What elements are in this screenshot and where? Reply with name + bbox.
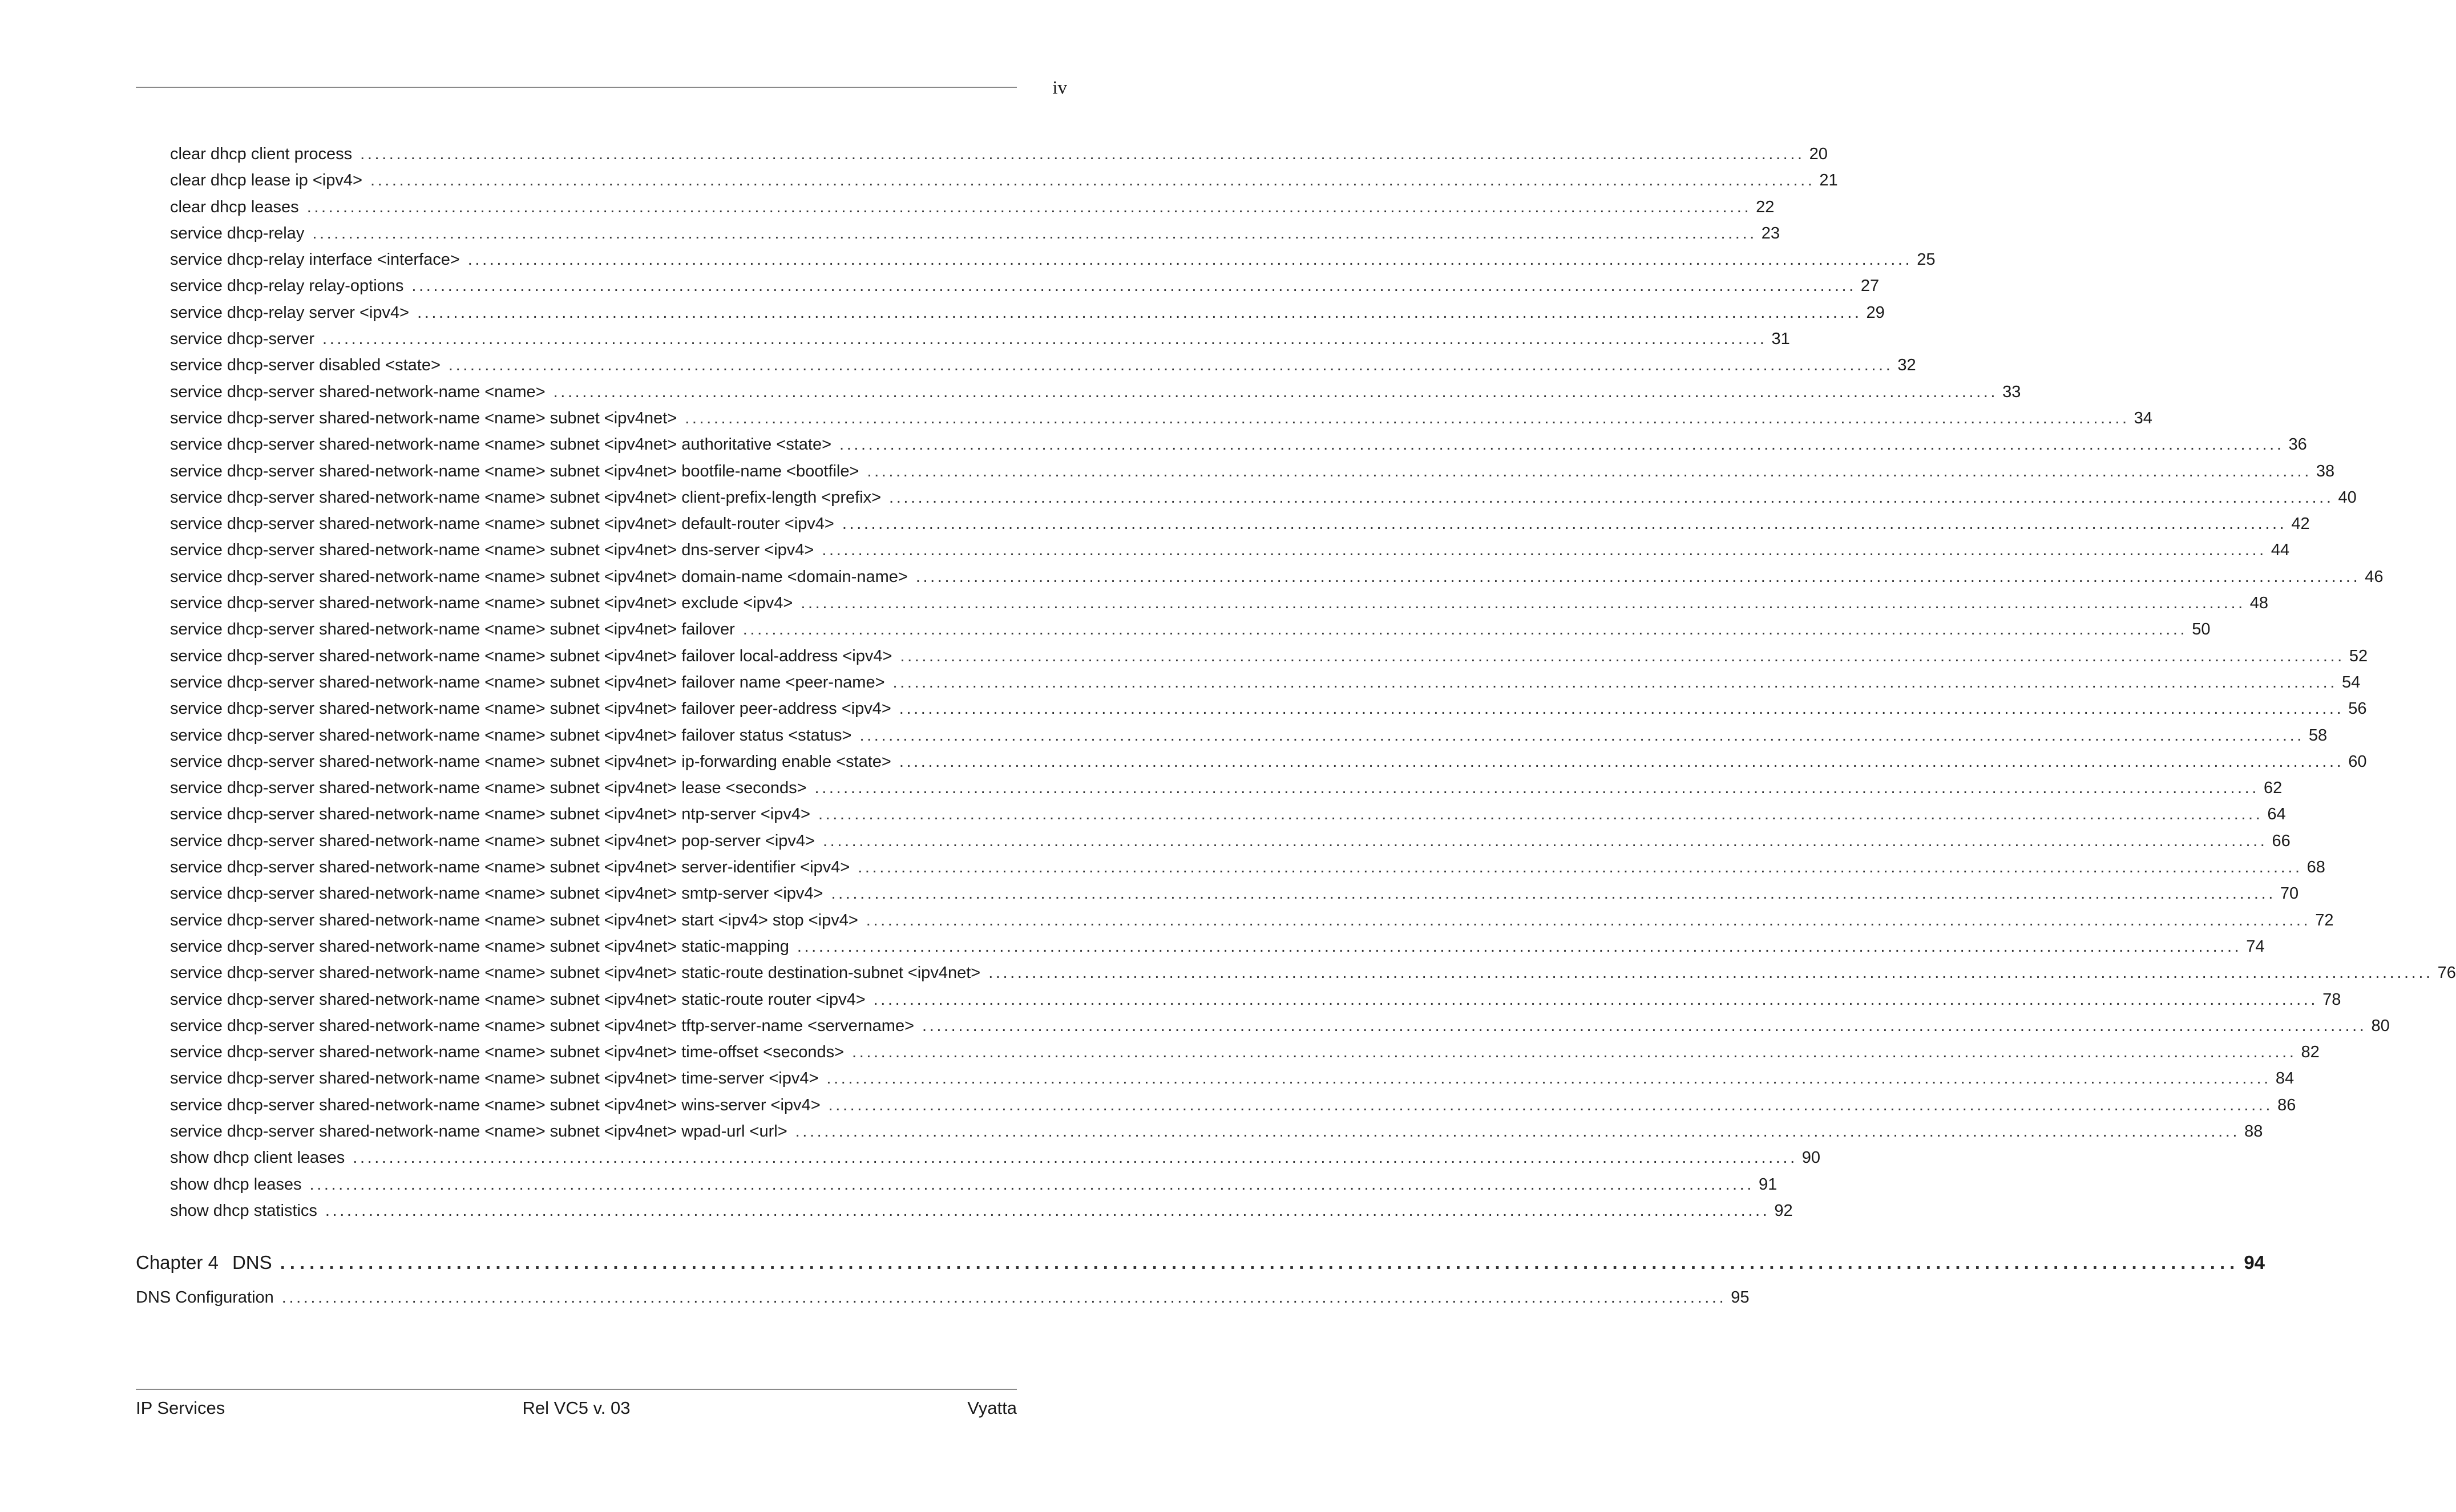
dot-leader: ........................................................................................................................................................................................................ (852, 1043, 2297, 1062)
toc-entry-label: show dhcp statistics (170, 1201, 317, 1220)
section-entry[interactable] (136, 1288, 1750, 1315)
toc-entry-label: show dhcp client leases (170, 1149, 345, 1167)
toc-entry-page: 70 (2280, 884, 2299, 903)
toc-entry[interactable] (136, 1201, 1793, 1228)
toc-entry-page: 92 (1774, 1201, 1793, 1220)
chapter-title: DNS (232, 1252, 272, 1273)
dot-leader: ........................................................................................................................................................................................................ (842, 515, 2287, 533)
toc-entry-label: service dhcp-server shared-network-name <name> subnet <ipv4net> exclude <ipv4> (170, 594, 793, 613)
toc-entry-page: 68 (2306, 858, 2325, 877)
toc-entry-page: 91 (1758, 1175, 1778, 1194)
toc-entry-page: 44 (2271, 541, 2290, 560)
toc-entry-label: service dhcp-server shared-network-name <name> subnet <ipv4net> domain-name <domain-name> (170, 567, 908, 586)
toc-entry-label: service dhcp-server shared-network-name <name> subnet <ipv4net> lease <seconds> (170, 779, 807, 798)
toc-entry-label: service dhcp-server shared-network-name <name> subnet <ipv4net> dns-server <ipv4> (170, 541, 814, 560)
toc-entry[interactable] (136, 620, 2211, 646)
dot-leader: ........................................................................................................................................................................................................ (801, 594, 2245, 613)
dot-leader: ........................................................................................................................................................................................................ (859, 726, 2304, 745)
dot-leader: ........................................................................................................................................................................................................ (867, 462, 2312, 480)
dot-leader: ........................................................................................................................................................................................................ (281, 1288, 1727, 1307)
dot-leader: ........................................................................................................................................................................................................ (417, 303, 1862, 322)
dot-leader: ........................................................................................................................................................................................................ (922, 1016, 2367, 1035)
toc-entry-label: service dhcp-server shared-network-name <name> subnet <ipv4net> time-offset <seconds> (170, 1043, 845, 1062)
toc-entry-label: service dhcp-server shared-network-name <name> subnet <ipv4net> failover status <status> (170, 726, 852, 745)
toc-entry-page: 21 (1819, 171, 1838, 190)
toc-entry-label: service dhcp-server shared-network-name <name> subnet <ipv4net> server-identifier <ipv4> (170, 858, 850, 877)
toc-entry-label: service dhcp-server shared-network-name <name> subnet <ipv4net> bootfile-name <bootfile> (170, 462, 859, 480)
toc-entry-label: service dhcp-server shared-network-name <name> subnet <ipv4net> (170, 409, 677, 427)
toc-entry-page: 40 (2338, 488, 2357, 507)
toc-entry-label: service dhcp-server shared-network-name <name> subnet <ipv4net> wpad-url <url> (170, 1122, 787, 1141)
toc-entry[interactable] (136, 145, 1828, 171)
toc-entry[interactable] (136, 1095, 2296, 1122)
section-label: DNS Configuration (136, 1288, 274, 1307)
toc-entry[interactable] (136, 884, 2299, 911)
toc-entry-page: 84 (2275, 1069, 2295, 1088)
dot-leader: ........................................................................................................................................................................................................ (915, 567, 2361, 586)
toc-entry-page: 52 (2349, 646, 2368, 665)
toc-entry[interactable] (136, 1149, 1820, 1175)
toc-entry-label: service dhcp-server shared-network-name <name> subnet <ipv4net> default-router <ipv4> (170, 515, 834, 533)
toc-entry-page: 32 (1897, 356, 1916, 375)
toc-entry-page: 33 (2002, 382, 2021, 401)
dot-leader: ........................................................................................................................................................................................................ (818, 805, 2263, 824)
toc-entry-label: service dhcp-relay (170, 224, 305, 242)
toc-entry[interactable] (136, 964, 2456, 990)
page-footer (136, 1398, 1017, 1418)
dot-leader: ........................................................................................................................................................................................................ (814, 779, 2259, 798)
toc-entry-label: service dhcp-server shared-network-name <name> subnet <ipv4net> wins-server <ipv4> (170, 1095, 821, 1114)
toc-entry[interactable] (136, 726, 2328, 753)
toc-entry[interactable] (136, 224, 1780, 250)
toc-entry[interactable] (136, 330, 1790, 356)
chapter-prefix: Chapter 4 (136, 1252, 219, 1273)
dot-leader: ........................................................................................................................................................................................................ (370, 171, 1815, 190)
dot-leader: ........................................................................................................................................................................................................ (988, 964, 2433, 983)
toc-list (136, 145, 2456, 1228)
dot-leader: ........................................................................................................................................................................................................ (360, 145, 1805, 163)
toc-entry[interactable] (136, 911, 2334, 937)
footer-left: IP Services (136, 1398, 225, 1418)
toc-entry-label: service dhcp-relay relay-options (170, 277, 404, 296)
dot-leader: ........................................................................................................................................................................................................ (322, 330, 1767, 349)
toc-entry-label: service dhcp-server shared-network-name <name> subnet <ipv4net> failover (170, 620, 735, 639)
toc-entry-page: 66 (2272, 831, 2291, 850)
dot-leader: ........................................................................................................................................................................................................ (889, 488, 2334, 507)
toc-entry[interactable] (136, 779, 2283, 805)
toc-entry-page: 38 (2316, 462, 2335, 480)
toc-entry-label: clear dhcp client process (170, 145, 353, 163)
toc-entry-page: 74 (2246, 937, 2265, 956)
dot-leader: ........................................................................................................................................................................................................ (309, 1175, 1754, 1194)
toc-entry-label: service dhcp-server shared-network-name <name> subnet <ipv4net> smtp-server <ipv4> (170, 884, 823, 903)
dot-leader: ........................................................................................................................................................................................................ (795, 1122, 2240, 1141)
toc-entry[interactable] (136, 171, 1838, 197)
toc-entry-label: service dhcp-server shared-network-name <name> subnet <ipv4net> failover name <peer-name> (170, 673, 885, 692)
toc-entry-page: 29 (1866, 303, 1885, 322)
toc-entry-page: 86 (2277, 1095, 2296, 1114)
toc-entry-page: 78 (2322, 990, 2341, 1009)
dot-leader: ........................................................................................................................................................................................................ (325, 1201, 1770, 1220)
dot-leader: ........................................................................................................................................................................................................ (448, 356, 1893, 375)
toc-entry[interactable] (136, 250, 1936, 277)
toc-entry[interactable] (136, 382, 2021, 409)
toc-entry-label: service dhcp-server shared-network-name <name> subnet <ipv4net> tftp-server-name <servername> (170, 1016, 915, 1035)
dot-leader: ........................................................................................................................................................................................................ (312, 224, 1757, 242)
toc-entry-label: service dhcp-server shared-network-name <name> subnet <ipv4net> static-route destination-subnet <ipv4net> (170, 964, 981, 983)
toc-entry-page: 42 (2291, 515, 2310, 533)
toc-entry-page: 27 (1860, 277, 1880, 296)
toc-entry-label: service dhcp-relay interface <interface> (170, 250, 460, 269)
toc-entry[interactable] (136, 409, 2152, 435)
toc-entry-label: service dhcp-server shared-network-name <name> subnet <ipv4net> ip-forwarding enable <state> (170, 752, 891, 771)
toc-entry-label: service dhcp-server shared-network-name <name> subnet <ipv4net> pop-server <ipv4> (170, 831, 815, 850)
toc-entry-page: 20 (1809, 145, 1828, 163)
chapter-block (136, 1252, 2265, 1315)
toc-entry-page: 25 (1917, 250, 1936, 269)
toc-entry[interactable] (136, 646, 2368, 673)
toc-entry[interactable] (136, 990, 2341, 1017)
toc-entry[interactable] (136, 277, 1880, 303)
toc-entry-page: 64 (2267, 805, 2286, 824)
toc-entry-label: service dhcp-server shared-network-name <name> subnet <ipv4net> authoritative <state> (170, 435, 832, 454)
toc-entry[interactable] (136, 594, 2269, 620)
toc-entry[interactable] (136, 1122, 2263, 1149)
toc-entry-page: 80 (2371, 1016, 2390, 1035)
dot-leader: ........................................................................................................................................................................................................ (892, 673, 2337, 692)
toc-entry-page: 22 (1756, 197, 1775, 216)
toc-entry-page: 76 (2437, 964, 2456, 983)
chapter-label (136, 1252, 272, 1274)
toc-entry-page: 60 (2348, 752, 2367, 771)
toc-entry-label: service dhcp-server shared-network-name <name> subnet <ipv4net> static-route router <ipv4> (170, 990, 866, 1009)
toc-entry-page: 23 (1761, 224, 1780, 242)
dot-leader: ........................................................................................................................................................................................................ (826, 1069, 2271, 1088)
toc-entry-page: 54 (2341, 673, 2361, 692)
footer-rule (136, 1389, 1017, 1390)
dot-leader: ........................................................................................................................................................................................................ (858, 858, 2302, 877)
footer-center: Rel VC5 v. 03 (522, 1398, 631, 1418)
toc-entry[interactable] (136, 197, 1775, 224)
toc-entry[interactable] (136, 541, 2290, 567)
dot-leader: ........................................................................................................................................................................................................ (353, 1149, 1797, 1167)
dot-leader: ........................................................................................................................................................................................................ (742, 620, 2188, 639)
toc-entry[interactable] (136, 752, 2367, 779)
toc-entry-page: 46 (2365, 567, 2384, 586)
toc-entry-label: clear dhcp lease ip <ipv4> (170, 171, 362, 190)
toc-entry-page: 90 (1801, 1149, 1820, 1167)
dot-leader: ........................................................................................................................................................................................................ (828, 1095, 2273, 1114)
toc-entry-page: 72 (2315, 911, 2334, 929)
toc-entry-page: 34 (2134, 409, 2152, 427)
toc-entry[interactable] (136, 488, 2357, 515)
dot-leader: ........................................................................................................................................................................................................ (899, 752, 2344, 771)
toc-entry-label: service dhcp-server shared-network-name <name> subnet <ipv4net> client-prefix-length <prefix> (170, 488, 882, 507)
toc-entry[interactable] (136, 805, 2286, 831)
toc-entry-page: 58 (2308, 726, 2328, 745)
toc-entry-label: service dhcp-server shared-network-name <name> subnet <ipv4net> failover peer-address <ipv4> (170, 700, 891, 718)
header-rule (136, 87, 1017, 88)
dot-leader: ........................................................................................................................................................................................................ (685, 409, 2130, 427)
toc-entry[interactable] (136, 673, 2361, 700)
toc-entry-label: service dhcp-server shared-network-name <name> (170, 382, 546, 401)
dot-leader: ........................................................................................................................................................................................................ (467, 250, 1913, 269)
toc-entry[interactable] (136, 515, 2310, 541)
chapter-page: 94 (2244, 1252, 2265, 1273)
toc-entry[interactable] (136, 858, 2325, 884)
footer-right: Vyatta (967, 1398, 1017, 1418)
dot-leader: ........................................................................................................................................................................................................ (280, 1252, 2240, 1273)
toc-entry-label: service dhcp-server shared-network-name <name> subnet <ipv4net> static-mapping (170, 937, 789, 956)
toc-entry-page: 88 (2244, 1122, 2263, 1141)
dot-leader: ........................................................................................................................................................................................................ (823, 831, 2268, 850)
toc-entry[interactable] (136, 1016, 2390, 1043)
dot-leader: ........................................................................................................................................................................................................ (306, 197, 1752, 216)
dot-leader: ........................................................................................................................................................................................................ (553, 382, 1998, 401)
toc-entry-page: 62 (2263, 779, 2283, 798)
toc-entry[interactable] (136, 303, 1885, 330)
toc-entry-label: service dhcp-server (170, 330, 315, 349)
toc-entry[interactable] (136, 831, 2291, 858)
dot-leader: ........................................................................................................................................................................................................ (411, 277, 1856, 296)
dot-leader: ........................................................................................................................................................................................................ (797, 937, 2242, 956)
toc-entry-label: service dhcp-server shared-network-name <name> subnet <ipv4net> ntp-server <ipv4> (170, 805, 810, 824)
toc-entry-label: service dhcp-server shared-network-name <name> subnet <ipv4net> time-server <ipv4> (170, 1069, 819, 1088)
dot-leader: ........................................................................................................................................................................................................ (900, 646, 2345, 665)
toc-entry-label: clear dhcp leases (170, 197, 299, 216)
toc-entry-page: 31 (1771, 330, 1790, 349)
dot-leader: ........................................................................................................................................................................................................ (839, 435, 2284, 454)
toc-entry[interactable] (136, 356, 1916, 382)
toc-entry-label: service dhcp-server disabled <state> (170, 356, 441, 375)
toc-entry[interactable] (136, 435, 2307, 462)
toc-entry[interactable] (136, 700, 2367, 726)
toc-entry-page: 48 (2249, 594, 2269, 613)
dot-leader: ........................................................................................................................................................................................................ (899, 700, 2344, 718)
chapter-entry[interactable] (136, 1252, 2265, 1285)
toc-entry[interactable] (136, 1175, 1778, 1202)
toc-entry-label: service dhcp-relay server <ipv4> (170, 303, 410, 322)
toc-entry-page: 56 (2348, 700, 2367, 718)
toc-entry-page: 50 (2192, 620, 2211, 639)
toc-entry-label: show dhcp leases (170, 1175, 302, 1194)
toc-entry[interactable] (136, 1069, 2295, 1095)
toc-entry[interactable] (136, 1043, 2320, 1069)
toc-entry[interactable] (136, 462, 2335, 488)
toc-entry-label: service dhcp-server shared-network-name <name> subnet <ipv4net> failover local-address <ipv4> (170, 646, 892, 665)
dot-leader: ........................................................................................................................................................................................................ (873, 990, 2318, 1009)
toc-entry-page: 82 (2301, 1043, 2320, 1062)
page-number: iv (1052, 78, 1067, 98)
toc-entry[interactable] (136, 937, 2265, 964)
dot-leader: ........................................................................................................................................................................................................ (831, 884, 2276, 903)
section-page: 95 (1731, 1288, 1750, 1307)
dot-leader: ........................................................................................................................................................................................................ (866, 911, 2311, 929)
toc-entry-page: 36 (2288, 435, 2307, 454)
toc-entry[interactable] (136, 567, 2384, 594)
toc-entry-label: service dhcp-server shared-network-name <name> subnet <ipv4net> start <ipv4> stop <ipv4> (170, 911, 858, 929)
dot-leader: ........................................................................................................................................................................................................ (822, 541, 2267, 560)
